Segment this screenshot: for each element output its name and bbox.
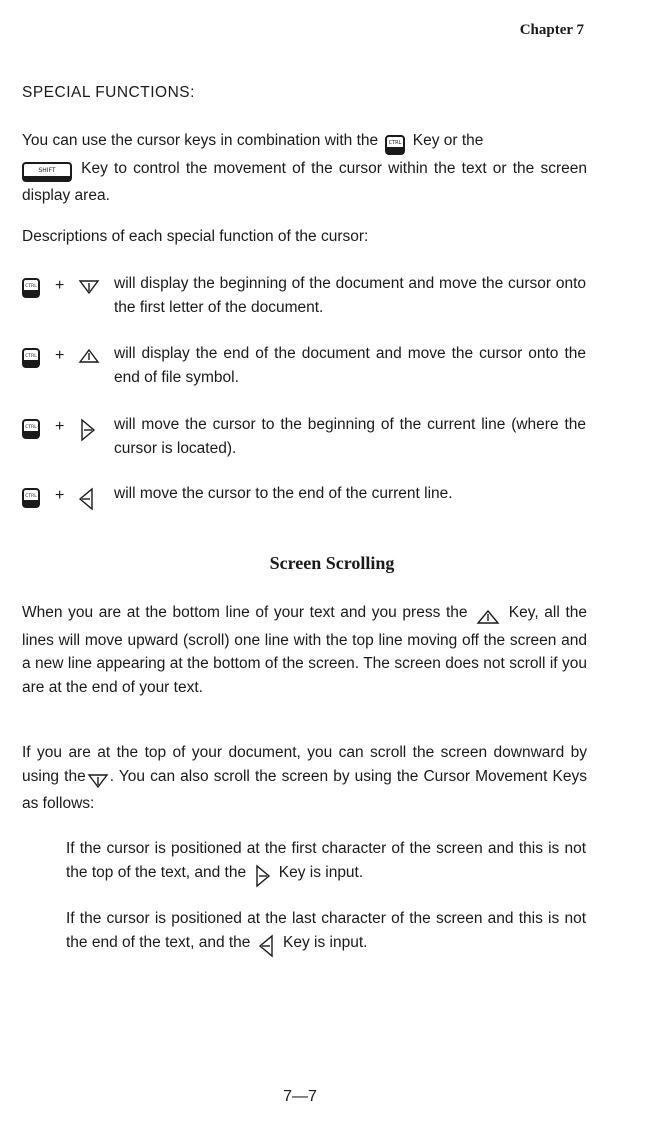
svg-text:CTRL: CTRL — [25, 425, 37, 430]
descriptions-intro: Descriptions of each special function of the cursor: — [22, 228, 369, 245]
case-2-text: If the cursor is positioned at the last character of the screen and this is not the end of the text, and the — [66, 910, 586, 951]
ctrl-key-icon — [22, 278, 40, 298]
plus-sign: + — [55, 487, 65, 504]
function-description: will display the end of the document and move the cursor onto the end of file symbol. — [114, 345, 586, 386]
scrolling-text-3: If you are at the top of your document, you can scroll the screen downward by using the — [22, 744, 587, 785]
chapter-header: Chapter 7 — [519, 22, 584, 38]
svg-text:CTRL: CTRL — [25, 354, 37, 359]
case-1-text: If the cursor is positioned at the first character of the screen and this is not the top of the text, and the — [66, 840, 586, 881]
function-row-3 — [22, 418, 592, 466]
intro-text-3: Key to control the movement of the cursor within the text or the screen display area. — [22, 159, 587, 204]
function-description: will display the beginning of the document and move the cursor onto the first letter of the document. — [114, 275, 586, 316]
function-row-1 — [22, 277, 592, 325]
screen-scrolling-heading: Screen Scrolling — [269, 553, 395, 573]
ctrl-key-label: CTRL — [389, 139, 402, 146]
plus-sign: + — [55, 347, 65, 364]
ctrl-key-icon — [22, 488, 40, 508]
up-arrow-icon — [78, 347, 100, 365]
function-description: will move the cursor to the beginning of the current line (where the cursor is located). — [114, 416, 586, 457]
scrolling-case-2 — [66, 907, 586, 958]
case-1-suffix: Key is input. — [278, 863, 364, 881]
scrolling-paragraph-2 — [22, 741, 587, 816]
function-row-2 — [22, 347, 592, 395]
intro-text-2: Key or the — [412, 132, 484, 149]
case-2-suffix: Key is input. — [283, 933, 368, 951]
down-arrow-icon — [87, 769, 109, 793]
right-arrow-icon — [253, 864, 271, 888]
plus-sign: + — [55, 277, 65, 294]
function-row-4 — [22, 487, 592, 513]
section-title: SPECIAL FUNCTIONS: — [22, 84, 195, 101]
function-description: will move the cursor to the end of the current line. — [114, 485, 453, 502]
up-arrow-icon — [476, 605, 500, 629]
plus-sign: + — [55, 418, 65, 435]
ctrl-key-icon — [22, 419, 40, 439]
down-arrow-icon — [78, 277, 100, 295]
shift-key-icon — [22, 161, 72, 185]
scrolling-paragraph-1 — [22, 601, 587, 699]
scrolling-text-4: . You can also scroll the screen by using the Cursor Movement Keys as follows: — [22, 767, 587, 812]
svg-text:CTRL: CTRL — [25, 494, 37, 499]
ctrl-key-icon — [22, 348, 40, 368]
scrolling-text-1: When you are at the bottom line of your text and you press the — [22, 604, 468, 621]
page-number: 7—7 — [283, 1088, 317, 1105]
left-arrow-icon — [78, 487, 96, 511]
scrolling-case-1 — [66, 837, 586, 888]
intro-paragraph — [22, 129, 587, 208]
left-arrow-icon — [258, 934, 276, 958]
scrolling-text-2: Key, all the lines will move upward (scroll) one line with the top line moving off the screen and a new line appearing at the bottom of the screen. The screen does not scroll if you are at the end of your text. — [22, 604, 587, 696]
svg-text:CTRL: CTRL — [25, 284, 37, 289]
right-arrow-icon — [78, 418, 96, 442]
shift-key-label: SHIFT — [38, 167, 56, 175]
intro-text-1: You can use the cursor keys in combination with the — [22, 132, 379, 149]
ctrl-key-icon — [385, 133, 405, 157]
